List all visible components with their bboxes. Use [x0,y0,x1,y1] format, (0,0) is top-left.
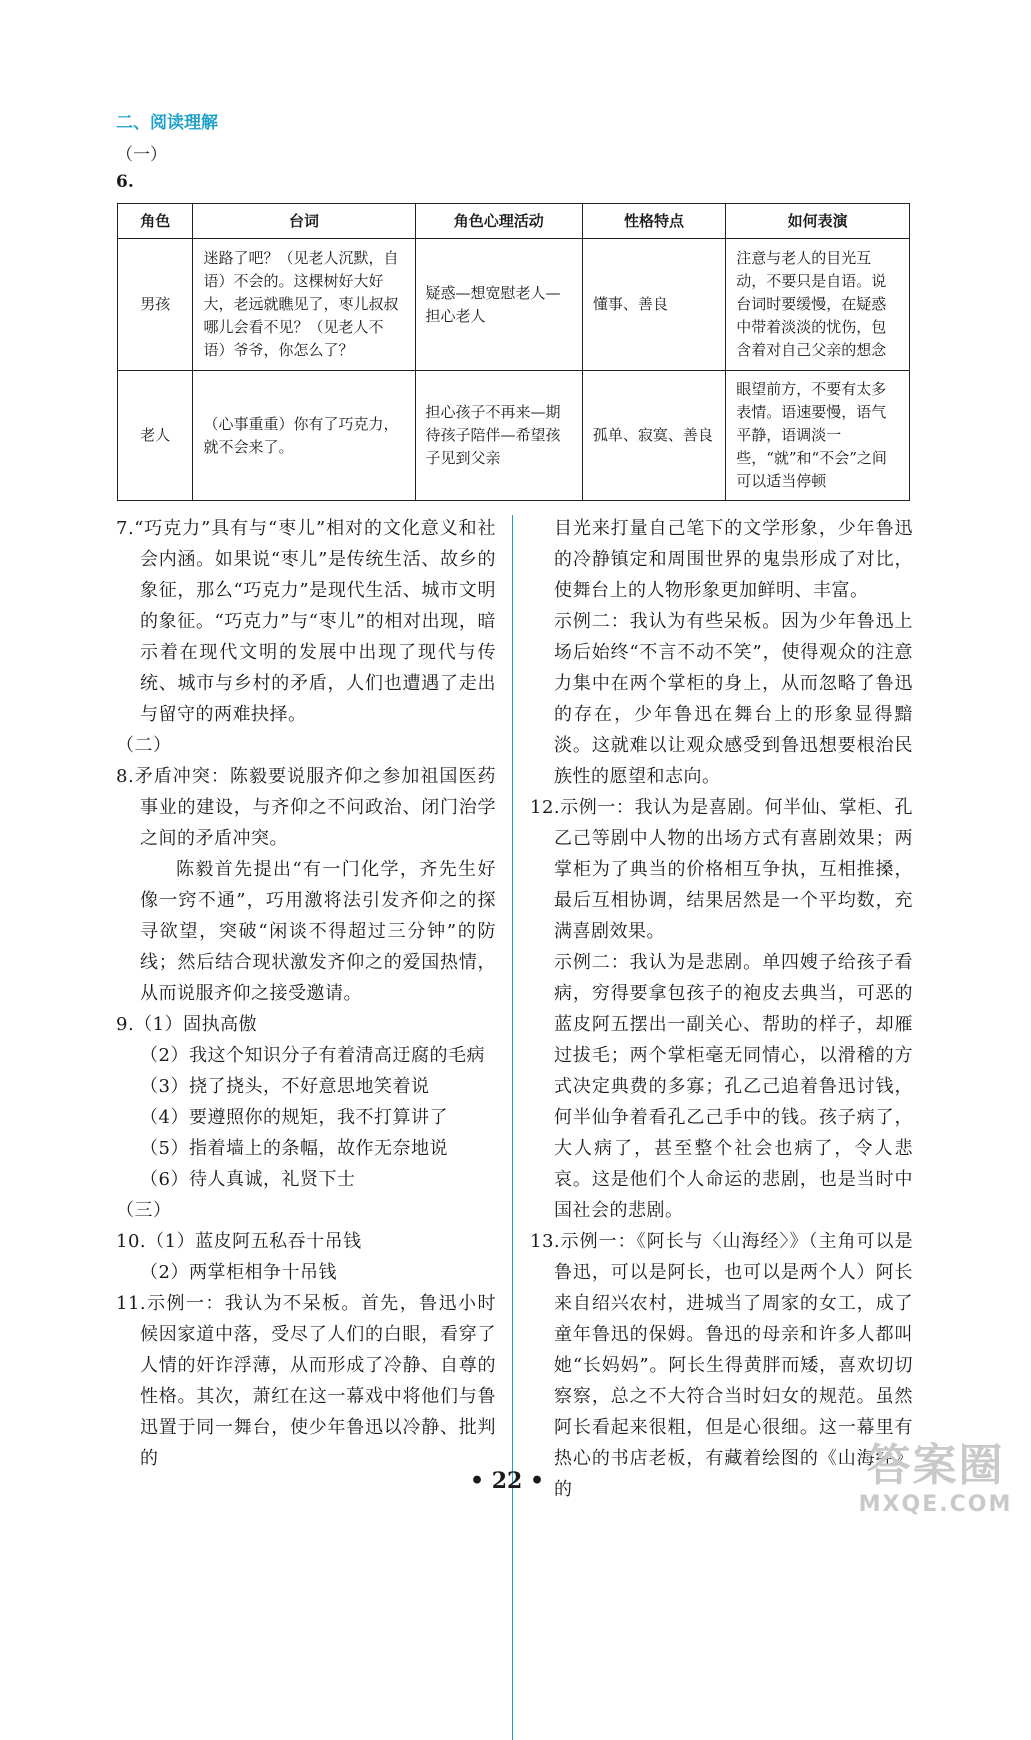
q9-item: （2）我这个知识分子有着清高迂腐的毛病 [140,1045,485,1066]
cell-lines: 迷路了吧？（见老人沉默，自语）不会的。这棵树好大好大，老远就瞧见了，枣儿叔叔哪儿会看不见？（见老人不语）爷爷，你怎么了？ [193,239,415,371]
q10-item: 10.（1）蓝皮阿五私吞十吊钱 [116,1231,362,1252]
q11-answer: 11.示例一：我认为不呆板。首先，鲁迅小时候因家道中落，受尽了人们的白眼，看穿了人情的奸诈浮薄，从而形成了冷静、自尊的性格。其次，萧红在这一幕戏中将他们与鲁迅置于同一舞台，使少年鲁迅以冷静、批判的 [116,1293,496,1469]
table-header-row [118,204,910,239]
cell-personality: 懂事、善良 [582,239,725,371]
q9-item: （5）指着墙上的条幅，故作无奈地说 [140,1138,448,1159]
q9-item: （6）待人真诚，礼贤下士 [140,1169,356,1190]
q11-continued: 目光来打量自己笔下的文学形象，少年鲁迅的冷静镇定和周围世界的鬼祟形成了对比，使舞台上的人物形象更加鲜明、丰富。 [554,518,913,601]
watermark [848,1440,1023,1530]
header-personality: 性格特点 [582,204,725,239]
cell-personality: 孤单、寂寞、善良 [582,371,725,501]
part1-label: （一） [116,145,167,165]
q11-example2: 示例二：我认为有些呆板。因为少年鲁迅上场后始终“不言不动不笑”，使得观众的注意力集中在两个掌柜的身上，从而忽略了鲁迅的存在，少年鲁迅在舞台上的形象显得黯淡。这就难以让观众感受到鲁迅想要根治民族性的愿望和志向。 [554,611,913,787]
header-lines: 台词 [193,204,415,239]
section-title: 二、阅读理解 [116,113,218,133]
left-column [116,513,496,1474]
cell-acting: 眼望前方，不要有太多表情。语速要慢，语气平静，语调淡一些，“就”和“不会”之间可以适当停顿 [726,371,910,501]
part3-label: （三） [116,1200,172,1221]
q12-answer: 12.示例一：我认为是喜剧。何半仙、掌柜、孔乙己等剧中人物的出场方式有喜剧效果；两掌柜为了典当的价格相互争执，互相推搡，最后互相协调，结果居然是一个平均数，充满喜剧效果。 [530,797,913,942]
q7-answer: 7.“巧克力”具有与“枣儿”相对的文化意义和社会内涵。如果说“枣儿”是传统生活、故乡的象征，那么“巧克力”是现代生活、城市文明的象征。“巧克力”与“枣儿”的相对出现，暗示着在现代文明的发展中出现了现代与传统、城市与乡村的矛盾，人们也遭遇了走出与留守的两难抉择。 [116,518,496,725]
column-divider [512,515,513,1740]
cell-acting: 注意与老人的目光互动，不要只是自语。说台词时要缓慢，在疑惑中带着淡淡的忧伤，包含着对自己父亲的想念 [726,239,910,371]
table-row [118,371,910,501]
q9-item: （3）挠了挠头，不好意思地笑着说 [140,1076,430,1097]
q10-item: （2）两掌柜相争十吊钱 [140,1262,337,1283]
page-number: • 22 • [470,1468,545,1494]
q6-label: 6. [116,172,134,192]
header-acting: 如何表演 [726,204,910,239]
part2-label: （二） [116,735,172,756]
cell-role: 老人 [118,371,193,501]
q8-analysis: 陈毅首先提出“有一门化学，齐先生好像一窍不通”，巧用激将法引发齐仰之的探寻欲望，突破“闲谈不得超过三分钟”的防线；然后结合现状激发齐仰之的爱国热情，从而说服齐仰之接受邀请。 [140,859,496,1004]
table-row [118,239,910,371]
watermark-logo-text: 答案圈 [866,1440,1005,1491]
q13-answer: 13.示例一：《阿长与〈山海经〉》（主角可以是鲁迅，可以是阿长，也可以是两个人）阿长来自绍兴农村，进城当了周家的女工，成了童年鲁迅的保姆。鲁迅的母亲和许多人都叫她“长妈妈”。阿长生得黄胖而矮，喜欢切切察察，总之不大符合当时妇女的规范。虽然阿长看起来很粗，但是心很细。这一幕里有热心的书店老板，有藏着绘图的《山海经》的 [530,1231,913,1500]
q9-item: 9.（1）固执高傲 [116,1014,258,1035]
right-column [530,513,913,1505]
cell-lines: （心事重重）你有了巧克力，就不会来了。 [193,371,415,501]
q9-item: （4）要遵照你的规矩，我不打算讲了 [140,1107,448,1128]
header-role: 角色 [118,204,193,239]
watermark-url: MXQE.COM [858,1492,1013,1517]
answer-table [117,203,910,501]
q8-answer: 8.矛盾冲突：陈毅要说服齐仰之参加祖国医药事业的建设，与齐仰之不问政治、闭门治学之间的矛盾冲突。 [116,766,496,849]
cell-role: 男孩 [118,239,193,371]
cell-psychology: 疑惑—想宽慰老人—担心老人 [415,239,582,371]
header-psychology: 角色心理活动 [415,204,582,239]
cell-psychology: 担心孩子不再来—期待孩子陪伴—希望孩子见到父亲 [415,371,582,501]
q12-example2: 示例二：我认为是悲剧。单四嫂子给孩子看病，穷得要拿包孩子的袍皮去典当，可恶的蓝皮阿五摆出一副关心、帮助的样子，却雁过拔毛；两个掌柜毫无同情心，以滑稽的方式决定典费的多寡；孔乙己追着鲁迅讨钱，何半仙争着看孔乙己手中的钱。孩子病了，大人病了，甚至整个社会也病了，令人悲哀。这是他们个人命运的悲剧，也是当时中国社会的悲剧。 [554,952,913,1221]
